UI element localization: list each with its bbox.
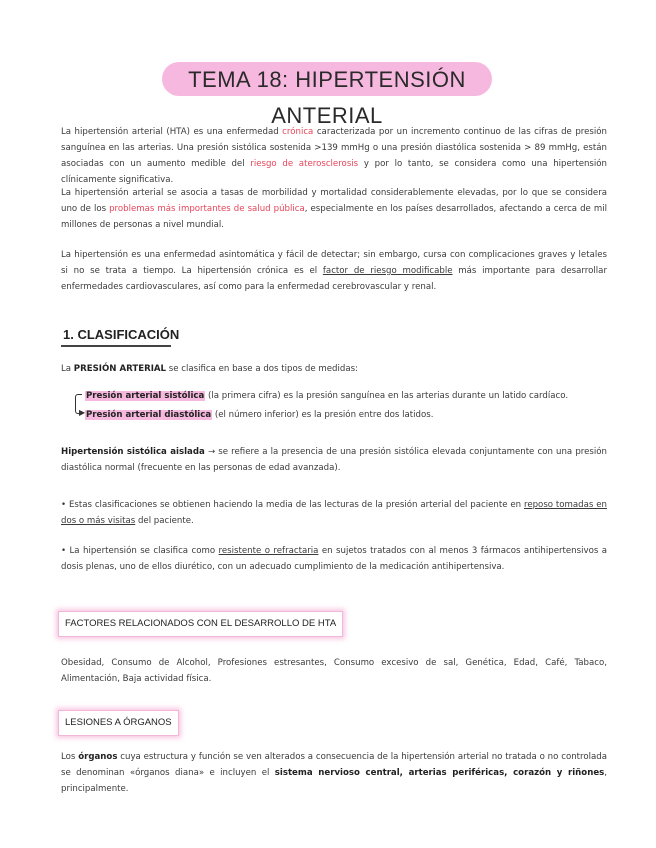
list-item-diastolica: Presión arterial diastólica (el número inferior) es la presión entre dos latidos. [86, 410, 434, 420]
clasificacion-intro: La PRESIÓN ARTERIAL se clasifica en base a dos tipos de medidas: [61, 364, 358, 374]
highlight-aterosclerosis: riesgo de aterosclerosis [250, 159, 359, 169]
highlight-salud-publica: problemas más importantes de salud pública [109, 204, 305, 214]
lesions-text: Los órganos cuya estructura y función se ven alterados a consecuencia de la hipertensión arterial no tratada o no controlada se denominan «órganos diana» e incluyen el sistema nervioso central, arterias periféricas, corazón y riñones, principalmente. [61, 752, 607, 794]
list-item-sistolica: Presión arterial sistólica (la primera cifra) es la presión sanguínea en las arterias durante un latido cardíaco. [86, 391, 569, 401]
underlined-factor-riesgo: factor de riesgo modificable [322, 266, 453, 276]
arrowhead-icon: ▶ [79, 408, 86, 417]
intro-paragraph-1: La hipertensión arterial (HTA) es una enfermedad crónica caracterizada por un incremento continuo de las cifras de presión sanguínea en las arterias. Una presión sistólica sostenida >139 mmHg o una presión diastólica sostenida > 89 mmHg, están asociadas con un aumento medible del riesgo de aterosclerosis y por lo tanto, se considera como una hipertensión clínicamente significativa. [61, 127, 607, 185]
arrow-right-icon: → [204, 447, 219, 457]
highlight-cronica: crónica [282, 127, 314, 137]
section-heading-clasificacion: 1. CLASIFICACIÓN [63, 327, 180, 342]
factors-heading-box: FACTORES RELACIONADOS CON EL DESARROLLO DE HTA [58, 611, 343, 637]
factors-text: Obesidad, Consumo de Alcohol, Profesiones estresantes, Consumo excesivo de sal, Genética, Edad, Café, Tabaco, Alimentación, Baja actividad física. [61, 658, 607, 684]
heading-underline [61, 345, 171, 347]
hipertension-aislada-paragraph: Hipertensión sistólica aislada → se refiere a la presencia de una presión sistólica elevada conjuntamente con una presión diastólica normal (frecuente en las personas de edad avanzada). [61, 447, 607, 473]
lesions-heading-box: LESIONES A ÓRGANOS [58, 710, 179, 736]
page-title: TEMA 18: HIPERTENSIÓN ANTERIAL [162, 62, 492, 96]
intro-paragraph-2: La hipertensión arterial se asocia a tasas de morbilidad y mortalidad considerablemente elevadas, por lo que se considera uno de los problemas más importantes de salud pública, especialmente en los países desarrollados, afectando a cerca de mil millones de personas a nivel mundial. [61, 188, 607, 230]
bullet-resistente: • La hipertensión se clasifica como resistente o refractaria en sujetos tratados con al menos 3 fármacos antihipertensivos a dosis plenas, uno de ellos diurético, con un adecuado cumplimiento de la medicación antihipertensiva. [61, 546, 607, 572]
bullet-clasificaciones: • Estas clasificaciones se obtienen haciendo la media de las lecturas de la presión arterial del paciente en reposo tomadas en dos o más visitas del paciente. [61, 500, 607, 526]
intro-paragraph-3: La hipertensión es una enfermedad asintomática y fácil de detectar; sin embargo, cursa con complicaciones graves y letales si no se trata a tiempo. La hipertensión crónica es el factor de riesgo modificable más importante para desarrollar enfermedades cardiovasculares, así como para la enfermedad cerebrovascular y renal. [61, 250, 607, 292]
